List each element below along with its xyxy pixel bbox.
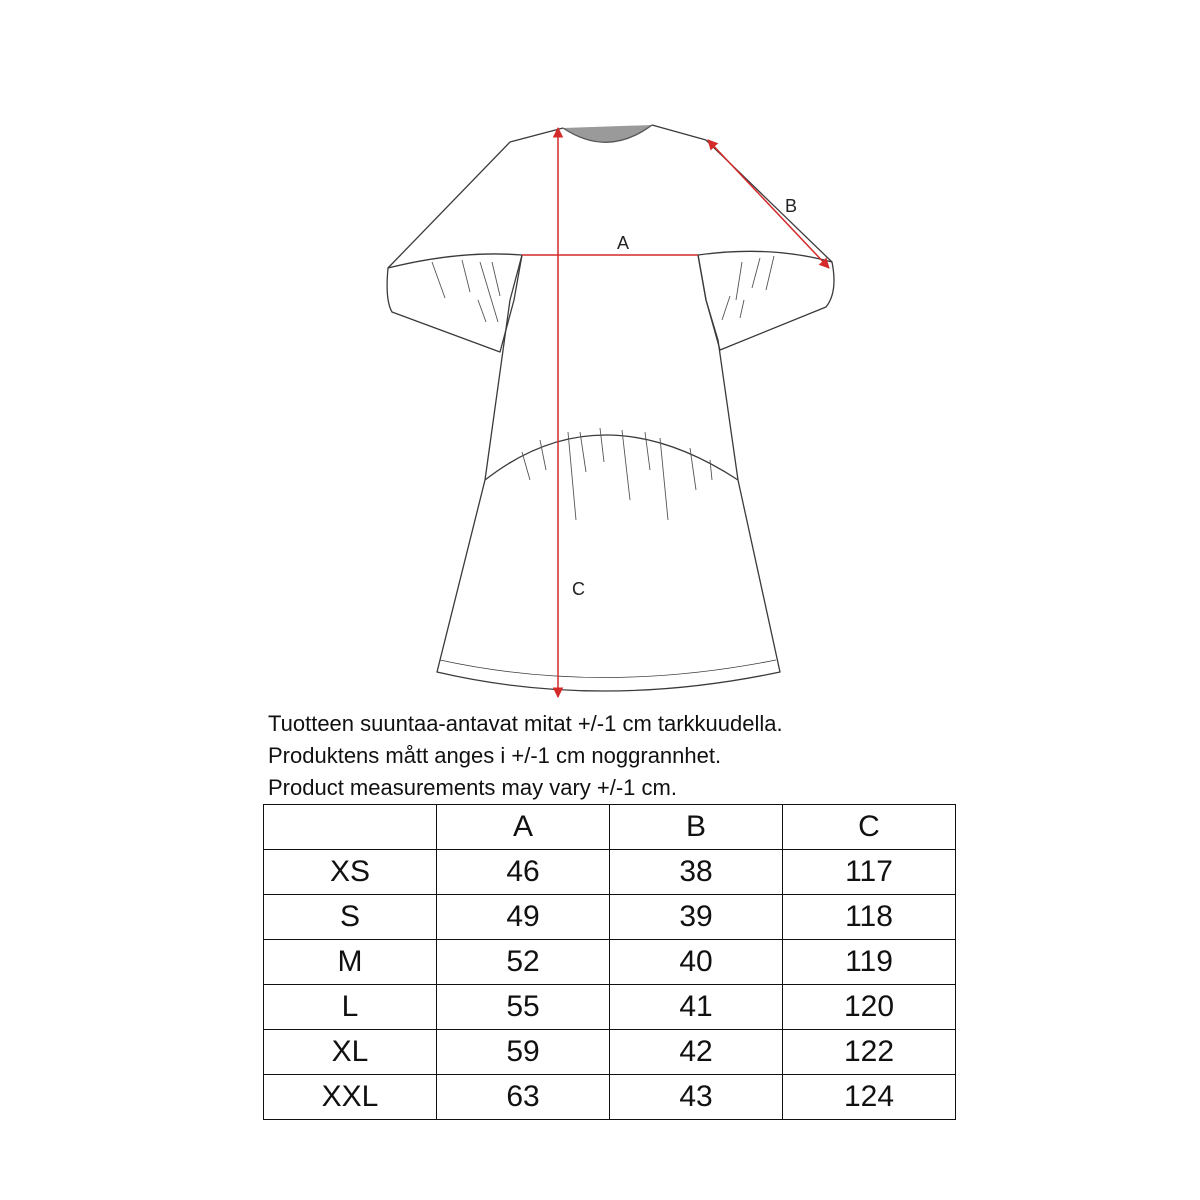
value-cell: 124 xyxy=(783,1075,956,1120)
note-english: Product measurements may vary +/-1 cm. xyxy=(268,775,677,800)
note-finnish: Tuotteen suuntaa-antavat mitat +/-1 cm tarkkuudella. xyxy=(268,711,783,736)
right-sleeve xyxy=(698,140,834,350)
value-cell: 59 xyxy=(437,1030,610,1075)
value-cell: 41 xyxy=(610,985,783,1030)
size-cell: XXL xyxy=(264,1075,437,1120)
header-cell: A xyxy=(437,805,610,850)
gathering-marks xyxy=(432,256,774,520)
value-cell: 118 xyxy=(783,895,956,940)
label-a: A xyxy=(617,233,630,253)
size-cell: L xyxy=(264,985,437,1030)
value-cell: 55 xyxy=(437,985,610,1030)
value-cell: 49 xyxy=(437,895,610,940)
size-cell: S xyxy=(264,895,437,940)
value-cell: 63 xyxy=(437,1075,610,1120)
table-row xyxy=(264,1030,956,1075)
measure-b-line xyxy=(708,140,829,268)
table-row xyxy=(264,850,956,895)
left-sleeve xyxy=(387,142,522,352)
value-cell: 40 xyxy=(610,940,783,985)
value-cell: 42 xyxy=(610,1030,783,1075)
value-cell: 120 xyxy=(783,985,956,1030)
header-cell: B xyxy=(610,805,783,850)
table-row xyxy=(264,940,956,985)
value-cell: 119 xyxy=(783,940,956,985)
table-header-row xyxy=(264,805,956,850)
neckline xyxy=(563,125,652,142)
dress-outline xyxy=(387,125,834,691)
value-cell: 43 xyxy=(610,1075,783,1120)
size-cell: XS xyxy=(264,850,437,895)
value-cell: 122 xyxy=(783,1030,956,1075)
size-cell: M xyxy=(264,940,437,985)
table-row xyxy=(264,895,956,940)
table-row xyxy=(264,985,956,1030)
label-b: B xyxy=(785,196,798,216)
note-swedish: Produktens mått anges i +/-1 cm noggrannhet. xyxy=(268,743,722,768)
size-cell: XL xyxy=(264,1030,437,1075)
header-cell xyxy=(264,805,437,850)
value-cell: 39 xyxy=(610,895,783,940)
table-row xyxy=(264,1075,956,1120)
measure-lines xyxy=(522,128,829,697)
size-table xyxy=(263,804,956,1120)
header-cell: C xyxy=(783,805,956,850)
label-c: C xyxy=(572,579,585,599)
value-cell: 117 xyxy=(783,850,956,895)
value-cell: 38 xyxy=(610,850,783,895)
value-cell: 52 xyxy=(437,940,610,985)
skirt-seam xyxy=(485,435,738,480)
value-cell: 46 xyxy=(437,850,610,895)
